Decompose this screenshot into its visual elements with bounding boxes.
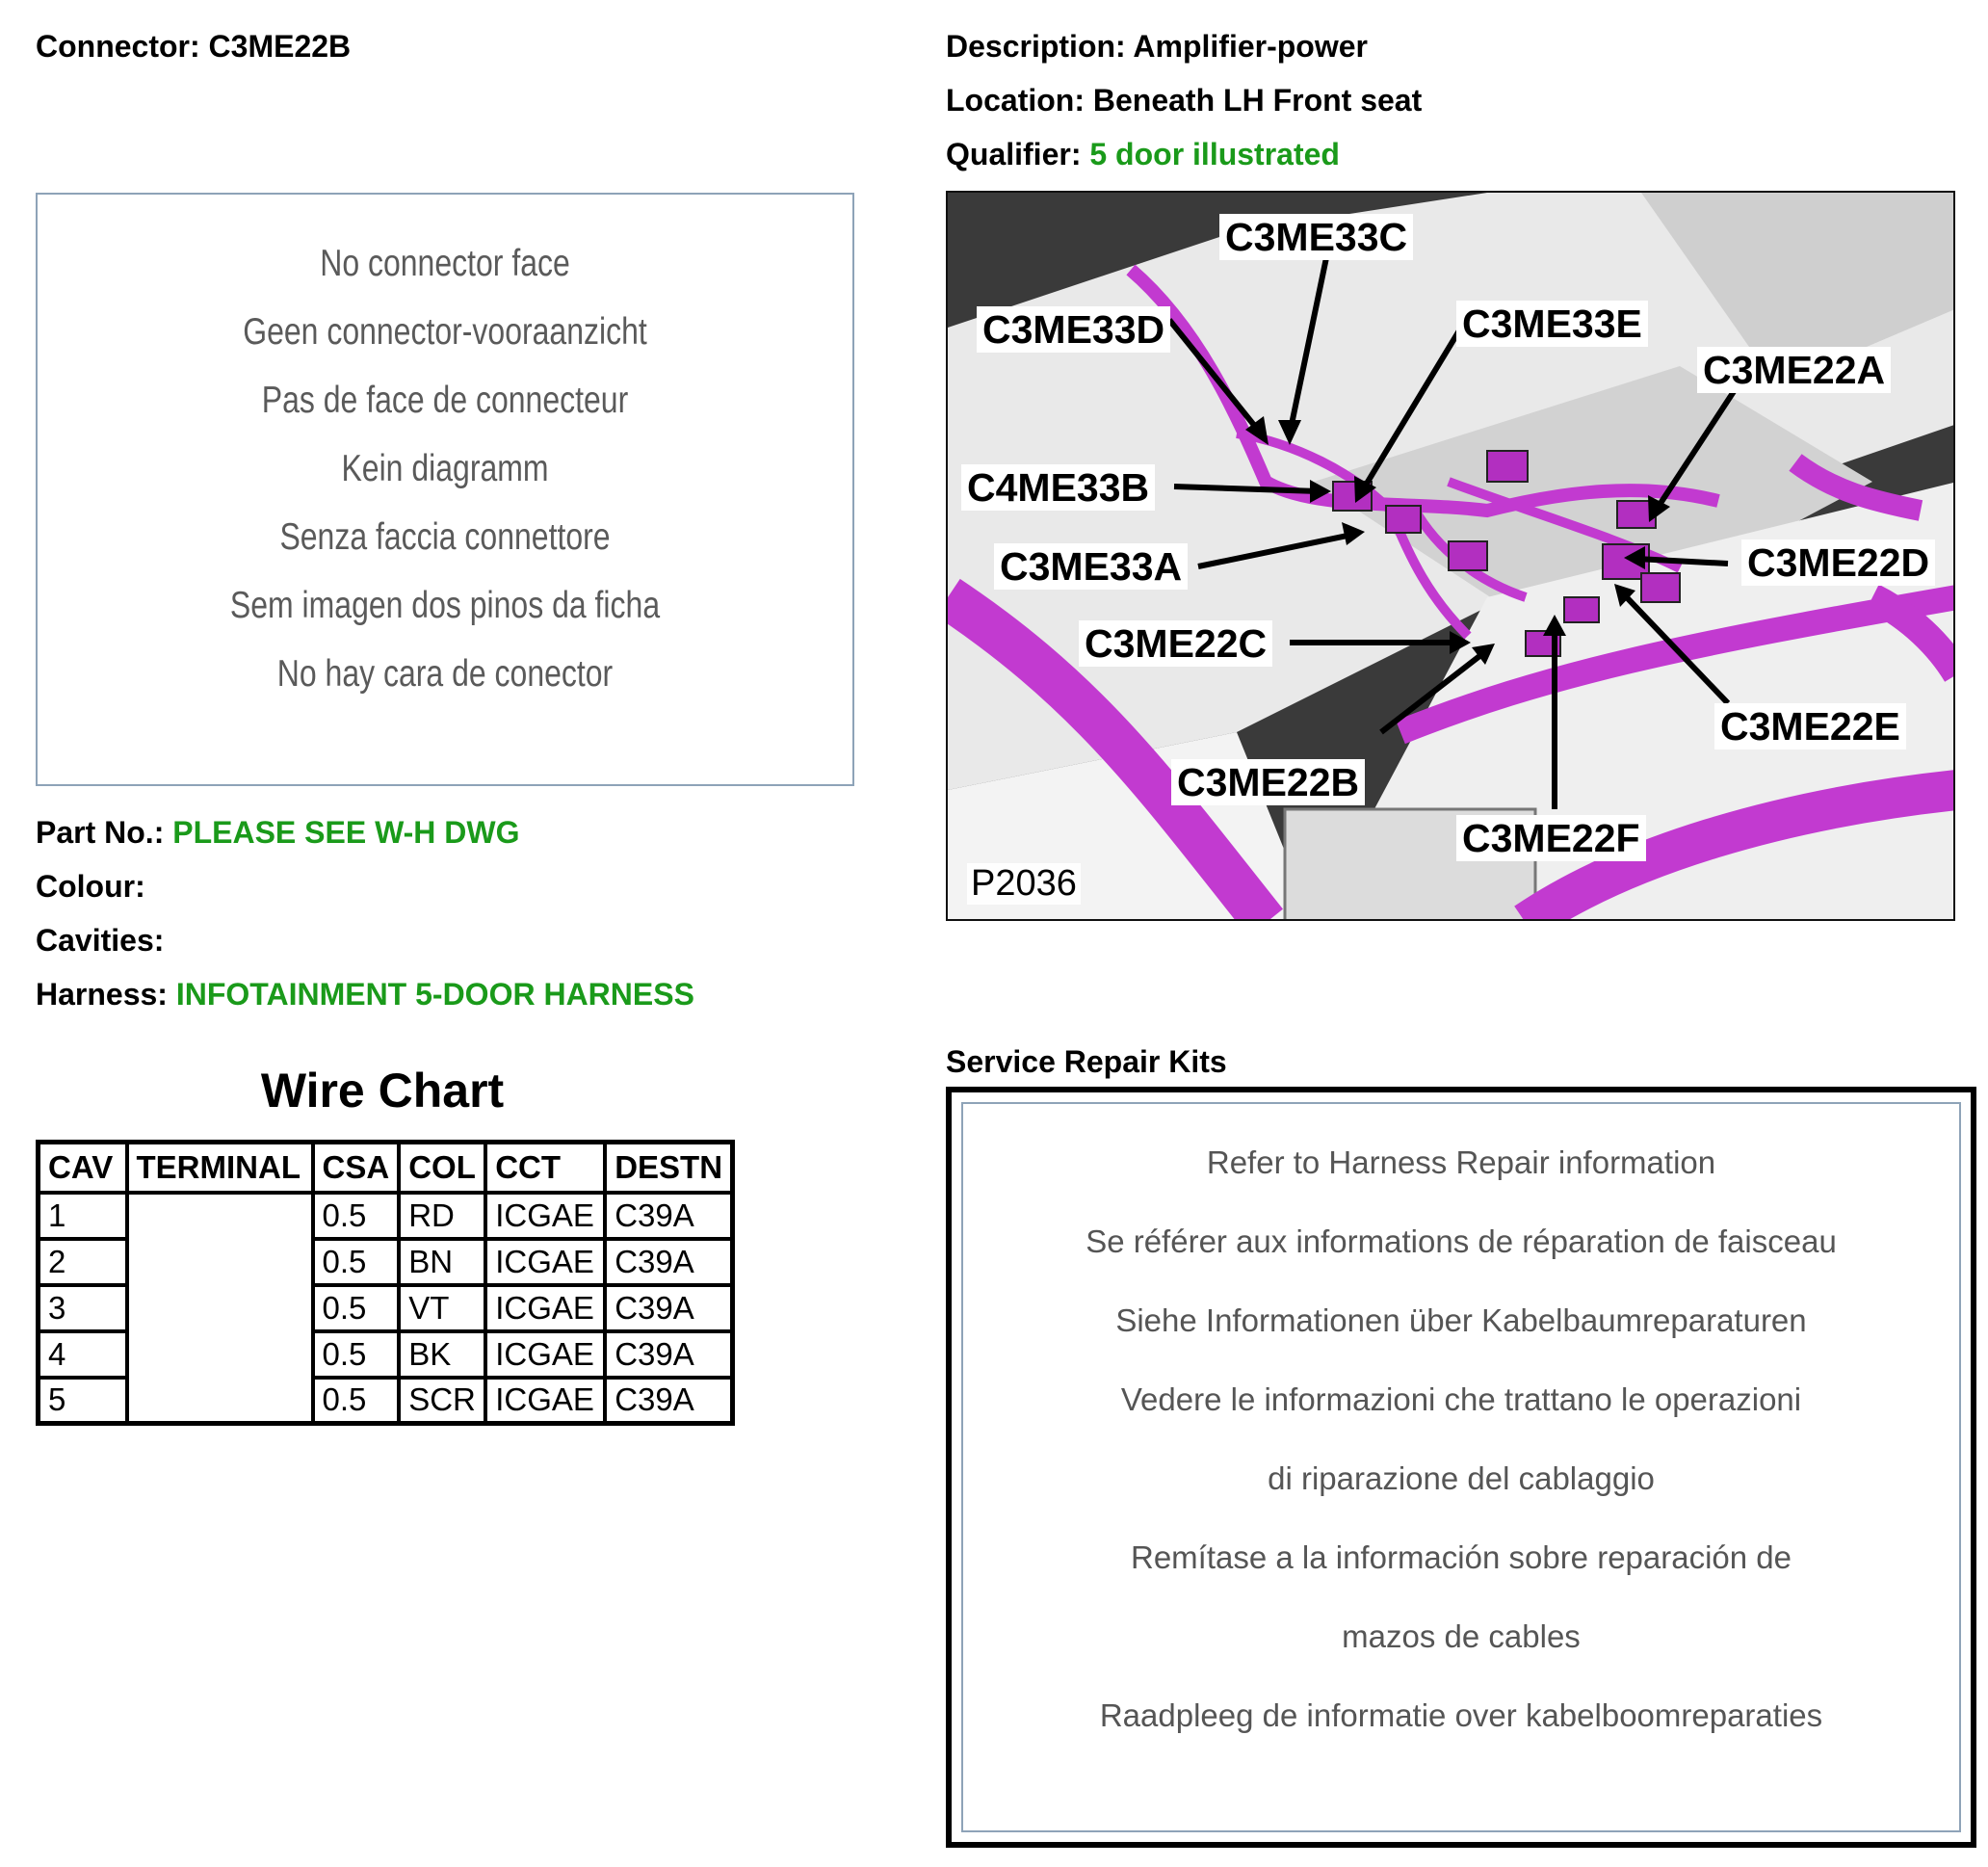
description-value: Amplifier-power <box>1133 29 1368 64</box>
callout-label: C3ME33E <box>1456 301 1648 347</box>
cell-csa: 0.5 <box>313 1331 400 1378</box>
harness-value: INFOTAINMENT 5-DOOR HARNESS <box>175 977 694 1012</box>
connector-face-line: Sem imagen dos pinos da ficha <box>229 585 661 626</box>
service-repair-kits-panel <box>946 1087 1976 1848</box>
cell-destn: C39A <box>605 1331 732 1378</box>
cell-col: VT <box>399 1285 485 1331</box>
part-no-label: Part No.: <box>36 815 165 850</box>
qualifier-label: Qualifier: <box>946 137 1082 171</box>
cell-terminal <box>127 1193 313 1424</box>
service-repair-kits-title: Service Repair Kits <box>946 1044 1227 1079</box>
repair-info-line: Raadpleeg de informatie over kabelboomreparaties <box>1099 1697 1823 1733</box>
colour-label: Colour: <box>36 869 145 904</box>
qualifier-value: 5 door illustrated <box>1089 137 1340 171</box>
description-label: Description: <box>946 29 1126 64</box>
description-field <box>946 29 1368 65</box>
callout-label: C3ME22D <box>1741 539 1935 586</box>
connector-face-line: Geen connector-vooraanzicht <box>243 311 647 353</box>
repair-info-line: Se référer aux informations de réparation de faisceau <box>1086 1223 1837 1259</box>
wire-chart-title: Wire Chart <box>260 1064 505 1118</box>
cell-col: BN <box>399 1239 485 1285</box>
callout-label: C3ME33D <box>977 306 1170 353</box>
repair-info-line: Siehe Informationen über Kabelbaumreparaturen <box>1115 1302 1807 1338</box>
repair-info-line: Remítase a la información sobre reparación de <box>1130 1539 1792 1575</box>
callout-label: C3ME22A <box>1697 347 1891 393</box>
cell-csa: 0.5 <box>313 1239 400 1285</box>
location-value: Beneath LH Front seat <box>1092 83 1423 118</box>
callout-label: C3ME22B <box>1171 759 1365 805</box>
connector-value: C3ME22B <box>208 29 352 64</box>
cell-cct: ICGAE <box>485 1331 605 1378</box>
part-no-field <box>36 815 520 851</box>
cell-cav: 2 <box>39 1239 127 1285</box>
table-row <box>39 1193 733 1239</box>
cavities-field <box>36 923 164 959</box>
cell-destn: C39A <box>605 1193 732 1239</box>
callout-label: C3ME33A <box>994 543 1188 590</box>
harness-field <box>36 977 694 1012</box>
location-label: Location: <box>946 83 1085 118</box>
wire-chart-table <box>36 1140 735 1426</box>
cell-cct: ICGAE <box>485 1285 605 1331</box>
picture-number: P2036 <box>967 863 1081 905</box>
location-field <box>946 83 1422 118</box>
column-header-destn: DESTN <box>605 1143 732 1193</box>
cell-col: RD <box>399 1193 485 1239</box>
qualifier-field <box>946 137 1340 172</box>
cell-col: BK <box>399 1331 485 1378</box>
repair-info-line: Vedere le informazioni che trattano le operazioni <box>1120 1381 1802 1417</box>
cell-col: SCR <box>399 1378 485 1424</box>
connector-face-line: No hay cara de conector <box>276 653 614 695</box>
cell-destn: C39A <box>605 1285 732 1331</box>
cell-cct: ICGAE <box>485 1378 605 1424</box>
cell-cav: 5 <box>39 1378 127 1424</box>
column-header-cct: CCT <box>485 1143 605 1193</box>
connector-label: Connector: <box>36 29 200 64</box>
cavities-label: Cavities: <box>36 923 165 958</box>
repair-info-line: Refer to Harness Repair information <box>1206 1144 1716 1180</box>
cell-csa: 0.5 <box>313 1378 400 1424</box>
part-no-value: PLEASE SEE W-H DWG <box>172 815 520 850</box>
callout-label: C3ME22F <box>1456 815 1646 861</box>
callout-label: C3ME22C <box>1079 620 1272 667</box>
cell-cav: 4 <box>39 1331 127 1378</box>
cell-csa: 0.5 <box>313 1193 400 1239</box>
column-header-terminal: TERMINAL <box>127 1143 313 1193</box>
column-header-col: COL <box>399 1143 485 1193</box>
connector-face-panel <box>36 193 854 786</box>
cell-destn: C39A <box>605 1378 732 1424</box>
connector-field <box>36 29 351 65</box>
repair-info-line: di riparazione del cablaggio <box>1268 1460 1655 1496</box>
column-header-csa: CSA <box>313 1143 400 1193</box>
column-header-cav: CAV <box>39 1143 127 1193</box>
repair-info-line: mazos de cables <box>1342 1618 1581 1654</box>
colour-field <box>36 869 145 905</box>
connector-face-line: Senza faccia connettore <box>279 516 611 558</box>
harness-label: Harness: <box>36 977 168 1012</box>
cell-csa: 0.5 <box>313 1285 400 1331</box>
callout-label: C3ME33C <box>1219 214 1413 260</box>
cell-cct: ICGAE <box>485 1239 605 1285</box>
connector-face-line: Kein diagramm <box>341 448 549 489</box>
callout-label: C4ME33B <box>961 464 1155 511</box>
connector-location-image <box>946 191 1955 921</box>
connector-face-line: Pas de face de connecteur <box>261 380 629 421</box>
cell-cav: 3 <box>39 1285 127 1331</box>
wire-chart-header-row <box>39 1143 733 1193</box>
service-repair-kits-inner <box>961 1102 1961 1832</box>
connector-face-line: No connector face <box>320 243 570 284</box>
cell-cav: 1 <box>39 1193 127 1239</box>
cell-cct: ICGAE <box>485 1193 605 1239</box>
cell-destn: C39A <box>605 1239 732 1285</box>
callout-label: C3ME22E <box>1714 703 1906 749</box>
